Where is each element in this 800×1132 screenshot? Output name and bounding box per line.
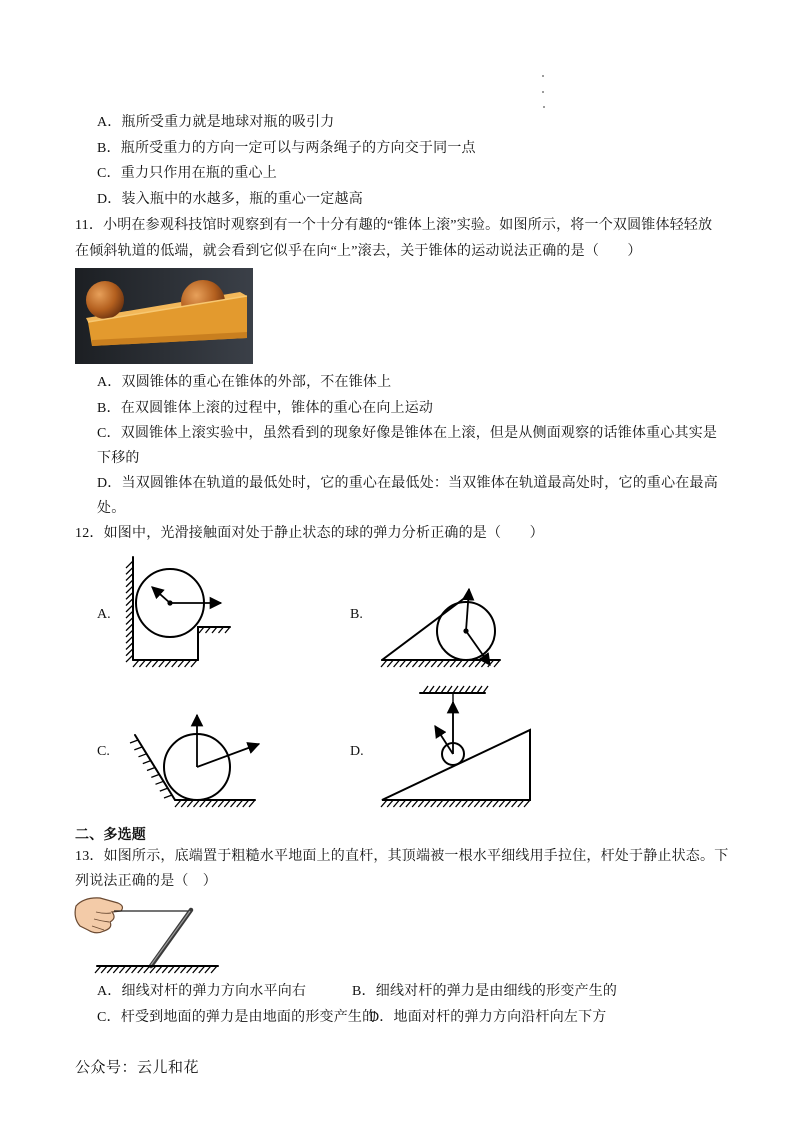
q12-figure-label-c: C. — [97, 744, 110, 759]
q11-option-b: B．在双圆锥体上滚的过程中，锥体的重心在向上运动 — [97, 401, 434, 416]
q12-figure-b — [375, 580, 505, 672]
q10-option-c: C．重力只作用在瓶的重心上 — [97, 166, 277, 181]
ground-hatching — [95, 966, 217, 973]
q12-figure-label-d: D. — [350, 744, 364, 759]
q13-option-b: B．细线对杆的弹力是由细线的形变产生的 — [352, 984, 618, 999]
ceiling-hatching — [423, 686, 488, 693]
section-title: 二、多选题 — [75, 828, 146, 843]
q11-stem-line-2: 在倾斜轨道的低端，就会看到它似乎在向“上”滚去，关于锥体的运动说法正确的是（ ） — [75, 244, 642, 259]
q12-figure-d — [375, 683, 535, 813]
ground-hatching — [381, 800, 530, 807]
q11-option-d-cont: 处。 — [97, 501, 126, 516]
q10-option-a: A．瓶所受重力就是地球对瓶的吸引力 — [97, 115, 335, 130]
q11-option-a: A．双圆锥体的重心在锥体的外部，不在锥体上 — [97, 375, 392, 390]
q12-figure-a — [118, 550, 238, 670]
force-arrow-up-right — [197, 744, 259, 767]
q12-stem: 12．如图中，光滑接触面对处于静止状态的球的弹力分析正确的是（ ） — [75, 526, 544, 541]
force-arrow-up-left — [435, 726, 453, 754]
hand-illustration — [75, 898, 122, 933]
q13-option-d: D．地面对杆的弹力方向沿杆向左下方 — [369, 1010, 607, 1025]
q13-stem-line-1: 13．如图所示，底端置于粗糙水平地面上的直杆，其顶端被一根水平细线用手拉住，杆处于静止状态。下 — [75, 849, 729, 864]
wall-hatching — [130, 740, 172, 798]
q11-option-c-cont: 下移的 — [97, 451, 140, 466]
q11-stem-line-1: 11．小明在参观科技馆时观察到有一个十分有趣的“锥体上滚”实验。如图所示，将一个双圆锥体轻轻放 — [75, 218, 713, 233]
ground-hatching — [381, 660, 500, 667]
q13-figure — [75, 896, 223, 976]
q12-figure-label-a: A. — [97, 607, 111, 622]
q12-figure-c — [120, 705, 265, 815]
margin-dots — [540, 72, 548, 112]
q10-option-d: D．装入瓶中的水越多，瓶的重心一定越高 — [97, 192, 363, 207]
wall-hatching — [126, 561, 133, 662]
q13-stem-line-2: 列说法正确的是（ ） — [75, 874, 217, 889]
cone-roll-photo — [75, 268, 253, 364]
q13-option-a: A．细线对杆的弹力方向水平向右 — [97, 984, 307, 999]
q12-figure-label-b: B. — [350, 607, 363, 622]
q10-option-b: B．瓶所受重力的方向一定可以与两条绳子的方向交于同一点 — [97, 141, 476, 156]
q13-option-c: C．杆受到地面的弹力是由地面的形变产生的 — [97, 1010, 377, 1025]
force-arrow-up-left — [152, 587, 170, 603]
q11-option-c: C．双圆锥体上滚实验中，虽然看到的现象好像是锥体在上滚，但是从侧面观察的话锥体重心其实是 — [97, 426, 718, 441]
ground-hatching — [133, 660, 197, 667]
left-double-cone — [86, 281, 124, 319]
ground-hatching — [175, 800, 255, 807]
q11-option-d: D．当双圆锥体在轨道的最低处时，它的重心在最低处：当双锥体在轨道最高处时，它的重心在最高 — [97, 476, 718, 491]
incline-line — [382, 597, 466, 660]
force-arrow-up — [466, 589, 469, 631]
footer-wechat-account: 公众号：云儿和花 — [75, 1060, 200, 1076]
